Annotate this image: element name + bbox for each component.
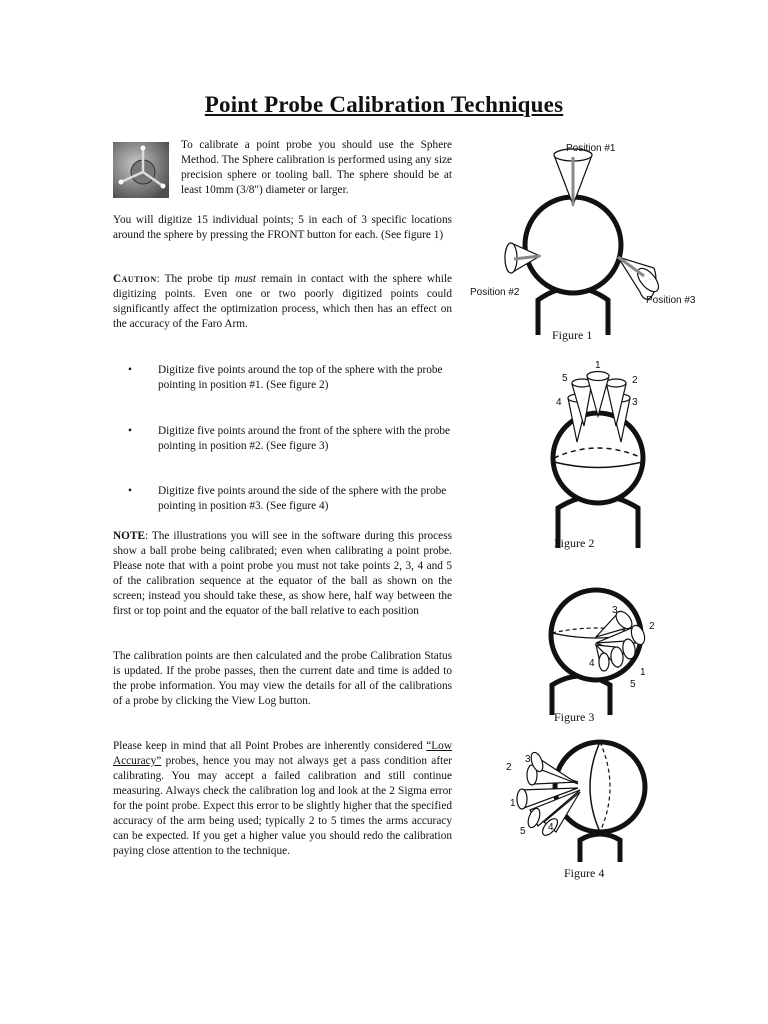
sphere-probe-thumbnail — [113, 142, 169, 198]
note-label: NOTE — [113, 530, 146, 542]
page-title: Point Probe Calibration Techniques — [204, 92, 564, 117]
figure-4-number-1: 1 — [510, 798, 516, 809]
figure-4-number-4: 4 — [548, 822, 554, 833]
figure-2-number-2: 2 — [632, 375, 638, 386]
figure-4-number-2: 2 — [506, 762, 512, 773]
figure-1-caption: Figure 1 — [552, 328, 593, 342]
calculation-paragraph: The calibration points are then calculated and the probe Calibration Status is updated. If the probe passes, then the current date and time is added to the probe information. You may view the details for all of the calibrations of a probe by clicking the View Log button. — [113, 650, 452, 707]
figure-2-number-5: 5 — [562, 373, 568, 384]
figure-1-position-1-label: Position #1 — [566, 143, 616, 154]
note-paragraph: NOTE: The illustrations you will see in the software during this process show a ball probe being calibrated; even when calibrating a point probe. Please note that with a point probe you must not take points 2, 3, 4 and 5 of the calibration sequence at the equator of the ball as shown on the screen; instead you should take these, as show here, half way between the first or top point and the equator of the ball relative to each position — [113, 530, 452, 617]
figure-1 — [468, 135, 718, 342]
figure-1-position-2-label: Position #2 — [470, 287, 520, 298]
low-accuracy-term: “Low Accuracy” — [113, 740, 452, 767]
intro-paragraph: To calibrate a point probe you should use the Sphere Method. The Sphere calibration is performed using any size precision sphere or tooling ball. The sphere should be at least 10mm (3/8") diameter or larger. — [181, 139, 452, 196]
figure-2-number-3: 3 — [632, 397, 638, 408]
figure-2-number-4: 4 — [556, 397, 562, 408]
caution-paragraph: Caution: The probe tip must remain in contact with the sphere while digitizing points. Even one or two poorly digitized points could significantly affect the optimization process, which then has an effect on the accuracy of the Faro Arm. — [113, 273, 452, 330]
digitize-paragraph: You will digitize 15 individual points; 5 in each of 3 specific locations around the sphere by pressing the FRONT button for each. (See figure 1) — [113, 214, 452, 241]
figure-3-number-1: 1 — [640, 667, 646, 678]
figure-3-number-5: 5 — [630, 679, 636, 690]
figure-3 — [546, 585, 686, 724]
figure-2-caption: Figure 2 — [554, 536, 595, 550]
figure-3-caption: Figure 3 — [554, 710, 595, 724]
figure-4 — [500, 732, 680, 880]
figure-4-number-3: 3 — [525, 754, 531, 765]
figure-4-number-5: 5 — [520, 826, 526, 837]
figure-4-caption: Figure 4 — [564, 866, 605, 880]
figure-1-position-3-label: Position #3 — [646, 295, 696, 306]
low-accuracy-paragraph: Please keep in mind that all Point Probes are inherently considered “Low Accuracy” probes, hence you may not always get a pass condition after calibrating. You may accept a failed calibration and still continue measuring. Always check the calibration log and look at the 2 Sigma error for the point probe. Expect this error to be slightly higher that the specified accuracy of the arm being used; typically 2 to 5 times the arms accuracy can be expected. If you get a higher value you should redo the calibration paying close attention to the technique. — [113, 740, 452, 857]
figure-2 — [548, 358, 688, 548]
figure-3-number-2: 2 — [649, 621, 655, 632]
figure-3-number-4: 4 — [589, 658, 595, 669]
figure-2-number-1: 1 — [595, 360, 601, 371]
figure-3-number-3: 3 — [612, 605, 618, 616]
caution-label: Caution — [113, 273, 157, 285]
